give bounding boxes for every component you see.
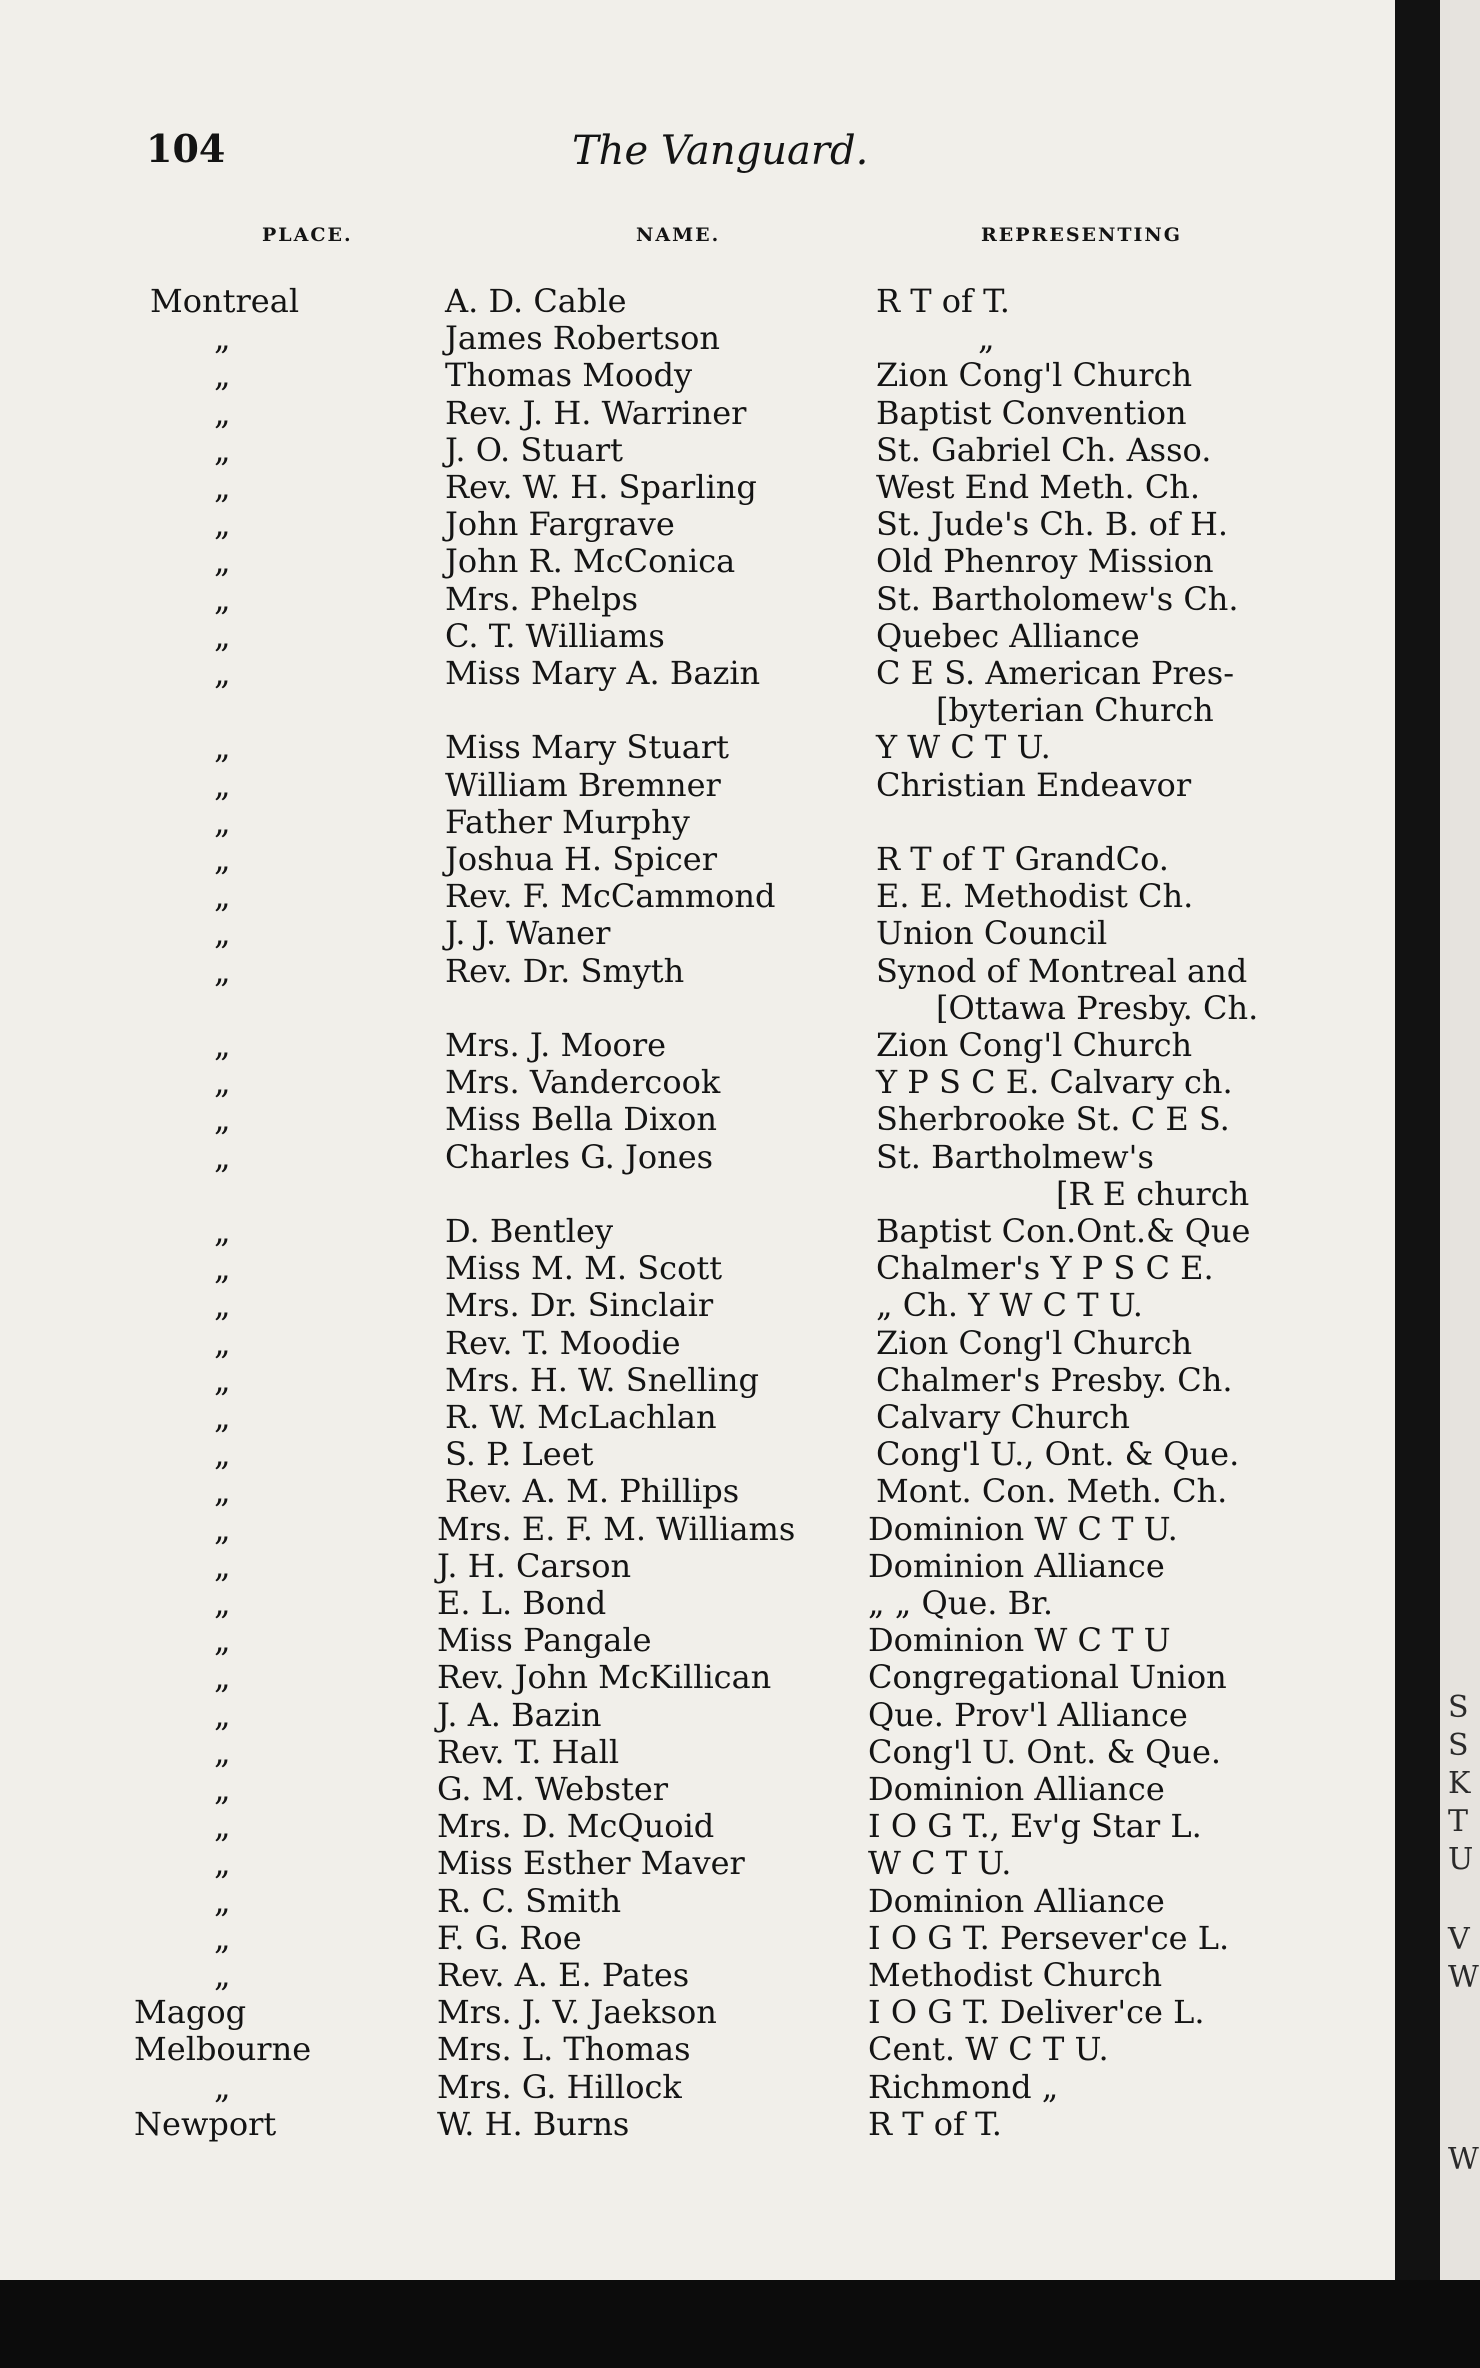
representing-cell: R T of T GrandCo. xyxy=(876,840,1169,878)
name-cell: Mrs. G. Hillock xyxy=(437,2068,682,2106)
representing-cell: St. Jude's Ch. B. of H. xyxy=(876,505,1229,543)
name-cell: Miss Mary Stuart xyxy=(445,728,730,766)
representing-cell: I O G T., Ev'g Star L. xyxy=(868,1807,1202,1845)
delegate-row xyxy=(0,1472,1395,1509)
place-cell: „ xyxy=(214,394,231,432)
place-cell: „ xyxy=(214,914,231,952)
delegate-row xyxy=(0,580,1395,617)
name-cell: A. D. Cable xyxy=(445,282,627,320)
next-page-fragment: S xyxy=(1448,1728,1469,1763)
representing-cell: Richmond „ xyxy=(868,2068,1059,2106)
name-cell: J. H. Carson xyxy=(437,1547,632,1585)
representing-cell: St. Gabriel Ch. Asso. xyxy=(876,431,1212,469)
name-cell: Rev. T. Hall xyxy=(437,1733,620,1771)
name-cell: Miss M. M. Scott xyxy=(445,1249,723,1287)
representing-cell: I O G T. Persever'ce L. xyxy=(868,1919,1230,1957)
delegate-row xyxy=(0,1733,1395,1770)
delegate-row xyxy=(0,877,1395,914)
delegate-row xyxy=(0,1100,1395,1137)
next-page-edge xyxy=(1440,0,1480,2368)
delegate-row xyxy=(0,2030,1395,2067)
place-cell: „ xyxy=(214,952,231,990)
delegate-row xyxy=(0,1658,1395,1695)
place-cell: „ xyxy=(214,1770,231,1808)
name-cell: Mrs. Phelps xyxy=(445,580,639,618)
representing-cell: St. Bartholomew's Ch. xyxy=(876,580,1239,618)
name-cell: Joshua H. Spicer xyxy=(445,840,718,878)
next-page-fragment: W xyxy=(1448,2142,1479,2177)
name-cell: Rev. Dr. Smyth xyxy=(445,952,685,990)
representing-cell: I O G T. Deliver'ce L. xyxy=(868,1993,1205,2031)
name-cell: Mrs. L. Thomas xyxy=(437,2030,691,2068)
delegate-row xyxy=(0,1621,1395,1658)
name-cell: Father Murphy xyxy=(445,803,690,841)
delegate-row xyxy=(0,394,1395,431)
representing-cell: Chalmer's Y P S C E. xyxy=(876,1249,1214,1287)
delegate-row xyxy=(0,505,1395,542)
delegate-row xyxy=(0,1770,1395,1807)
delegate-row xyxy=(0,1398,1395,1435)
name-cell: J. J. Waner xyxy=(445,914,611,952)
delegate-row xyxy=(0,1361,1395,1398)
place-cell: „ xyxy=(214,505,231,543)
place-cell: „ xyxy=(214,1472,231,1510)
place-cell: „ xyxy=(214,356,231,394)
delegate-row xyxy=(0,840,1395,877)
representing-cell: Dominion Alliance xyxy=(868,1882,1165,1920)
representing-cell: W C T U. xyxy=(868,1844,1012,1882)
place-cell: Newport xyxy=(134,2105,277,2143)
delegate-row xyxy=(0,914,1395,951)
delegate-row xyxy=(0,1956,1395,1993)
name-cell: Mrs. J. V. Jaekson xyxy=(437,1993,717,2031)
name-cell: William Bremner xyxy=(445,766,721,804)
name-cell: Mrs. J. Moore xyxy=(445,1026,667,1064)
name-cell: G. M. Webster xyxy=(437,1770,669,1808)
name-cell: Thomas Moody xyxy=(445,356,693,394)
delegate-row xyxy=(0,1286,1395,1323)
representing-cell: Congregational Union xyxy=(868,1658,1227,1696)
place-cell: „ xyxy=(214,468,231,506)
name-cell: Rev. F. McCammond xyxy=(445,877,776,915)
next-page-fragment: S xyxy=(1448,1690,1469,1725)
representing-cell: Synod of Montreal and xyxy=(876,952,1248,990)
delegate-row xyxy=(0,1435,1395,1472)
representing-cell: Dominion W C T U. xyxy=(868,1510,1178,1548)
place-cell: „ xyxy=(214,1286,231,1324)
representing-cell: Cong'l U., Ont. & Que. xyxy=(876,1435,1240,1473)
name-cell: Rev. A. E. Pates xyxy=(437,1956,690,1994)
place-cell: „ xyxy=(214,542,231,580)
name-cell: C. T. Williams xyxy=(445,617,665,655)
name-cell: Mrs. H. W. Snelling xyxy=(445,1361,759,1399)
name-cell: E. L. Bond xyxy=(437,1584,607,1622)
name-cell: Miss Mary A. Bazin xyxy=(445,654,761,692)
delegate-row xyxy=(0,1882,1395,1919)
place-cell: „ xyxy=(214,1621,231,1659)
place-cell: Montreal xyxy=(150,282,300,320)
representing-cell: Zion Cong'l Church xyxy=(876,1324,1193,1362)
delegate-row xyxy=(0,1510,1395,1547)
next-page-fragment: U xyxy=(1448,1842,1474,1877)
delegate-row xyxy=(0,1324,1395,1361)
name-cell: Rev. J. H. Warriner xyxy=(445,394,747,432)
representing-cell: „ „ Que. Br. xyxy=(868,1584,1054,1622)
representing-cell: C E S. American Pres- xyxy=(876,654,1235,692)
representing-cell: R T of T. xyxy=(868,2105,1002,2143)
place-cell: Melbourne xyxy=(134,2030,312,2068)
place-cell: „ xyxy=(214,1138,231,1176)
place-cell: „ xyxy=(214,840,231,878)
representing-cell: West End Meth. Ch. xyxy=(876,468,1201,506)
place-cell: „ xyxy=(214,1324,231,1362)
representing-cell: „ xyxy=(978,319,995,357)
representing-cell: Dominion Alliance xyxy=(868,1547,1165,1585)
delegate-row xyxy=(0,1063,1395,1100)
place-cell: „ xyxy=(214,1696,231,1734)
name-cell: Miss Bella Dixon xyxy=(445,1100,717,1138)
delegate-row xyxy=(0,1138,1395,1175)
place-cell: „ xyxy=(214,803,231,841)
delegate-row xyxy=(0,1807,1395,1844)
next-page-fragment: V xyxy=(1448,1922,1470,1957)
place-cell: „ xyxy=(214,431,231,469)
place-cell: „ xyxy=(214,1100,231,1138)
place-cell: „ xyxy=(214,1882,231,1920)
delegate-row xyxy=(0,1584,1395,1621)
representing-cell: E. E. Methodist Ch. xyxy=(876,877,1194,915)
place-cell: „ xyxy=(214,654,231,692)
name-cell: W. H. Burns xyxy=(437,2105,630,2143)
representing-cell: Mont. Con. Meth. Ch. xyxy=(876,1472,1228,1510)
delegate-row xyxy=(0,2068,1395,2105)
representing-cell: Old Phenroy Mission xyxy=(876,542,1214,580)
delegate-row xyxy=(0,468,1395,505)
header-representing: REPRESENTING xyxy=(981,224,1183,246)
delegate-row xyxy=(0,766,1395,803)
running-title: The Vanguard. xyxy=(572,128,869,174)
name-cell: Rev. A. M. Phillips xyxy=(445,1472,740,1510)
place-cell: „ xyxy=(214,1658,231,1696)
representing-cell: Calvary Church xyxy=(876,1398,1131,1436)
representing-cell: Union Council xyxy=(876,914,1108,952)
delegate-row xyxy=(0,1844,1395,1881)
delegate-row xyxy=(0,1249,1395,1286)
place-cell: „ xyxy=(214,766,231,804)
representing-cell: Cong'l U. Ont. & Que. xyxy=(868,1733,1222,1771)
place-cell: „ xyxy=(214,617,231,655)
name-cell: Rev. T. Moodie xyxy=(445,1324,681,1362)
name-cell: Mrs. D. McQuoid xyxy=(437,1807,715,1845)
place-cell: „ xyxy=(214,319,231,357)
name-cell: Miss Esther Maver xyxy=(437,1844,745,1882)
representing-cell: Baptist Con.Ont.& Que xyxy=(876,1212,1251,1250)
representing-cell: Cent. W C T U. xyxy=(868,2030,1109,2068)
name-cell: Mrs. Vandercook xyxy=(445,1063,721,1101)
name-cell: J. O. Stuart xyxy=(445,431,624,469)
place-cell: „ xyxy=(214,1807,231,1845)
representing-cell: Dominion Alliance xyxy=(868,1770,1165,1808)
place-cell: „ xyxy=(214,1063,231,1101)
place-cell: „ xyxy=(214,1026,231,1064)
place-cell: „ xyxy=(214,580,231,618)
representing-cell: Y P S C E. Calvary ch. xyxy=(876,1063,1233,1101)
delegate-row xyxy=(0,1696,1395,1733)
name-cell: S. P. Leet xyxy=(445,1435,594,1473)
place-cell: „ xyxy=(214,877,231,915)
representing-cell: Christian Endeavor xyxy=(876,766,1192,804)
delegate-row xyxy=(0,617,1395,654)
next-page-fragment: W xyxy=(1448,1960,1479,1995)
place-cell: „ xyxy=(214,1510,231,1548)
name-cell: John R. McConica xyxy=(445,542,736,580)
representing-cell: Sherbrooke St. C E S. xyxy=(876,1100,1230,1138)
representing-cell: Quebec Alliance xyxy=(876,617,1140,655)
next-page-fragment: K xyxy=(1448,1766,1471,1801)
delegate-row xyxy=(0,2105,1395,2142)
representing-continuation: [Ottawa Presby. Ch. xyxy=(936,989,1259,1027)
header-place: PLACE. xyxy=(262,224,353,246)
name-cell: James Robertson xyxy=(445,319,721,357)
name-cell: Mrs. Dr. Sinclair xyxy=(445,1286,714,1324)
scan-bottom-border xyxy=(0,2280,1480,2368)
delegate-row xyxy=(0,1212,1395,1249)
representing-cell: Chalmer's Presby. Ch. xyxy=(876,1361,1233,1399)
delegate-row xyxy=(0,952,1395,989)
header-name: NAME. xyxy=(636,224,721,246)
name-cell: D. Bentley xyxy=(445,1212,614,1250)
delegate-row xyxy=(0,1993,1395,2030)
representing-continuation: [R E church xyxy=(1056,1175,1250,1213)
delegate-row xyxy=(0,431,1395,468)
name-cell: Mrs. E. F. M. Williams xyxy=(437,1510,796,1548)
representing-cell: Methodist Church xyxy=(868,1956,1163,1994)
place-cell: „ xyxy=(214,728,231,766)
name-cell: R. W. McLachlan xyxy=(445,1398,717,1436)
place-cell: „ xyxy=(214,1361,231,1399)
representing-cell: St. Bartholmew's xyxy=(876,1138,1154,1176)
delegate-row xyxy=(0,803,1395,840)
representing-cell: „ Ch. Y W C T U. xyxy=(876,1286,1143,1324)
place-cell: „ xyxy=(214,1249,231,1287)
name-cell: J. A. Bazin xyxy=(437,1696,602,1734)
place-cell: „ xyxy=(214,1919,231,1957)
representing-cell: Y W C T U. xyxy=(876,728,1051,766)
place-cell: „ xyxy=(214,1435,231,1473)
delegate-row xyxy=(0,542,1395,579)
place-cell: „ xyxy=(214,1733,231,1771)
representing-cell: Zion Cong'l Church xyxy=(876,356,1193,394)
place-cell: „ xyxy=(214,1584,231,1622)
delegate-row xyxy=(0,282,1395,319)
delegate-row xyxy=(0,654,1395,691)
delegate-row xyxy=(0,319,1395,356)
name-cell: Rev. W. H. Sparling xyxy=(445,468,757,506)
delegate-row xyxy=(0,1026,1395,1063)
name-cell: Charles G. Jones xyxy=(445,1138,714,1176)
page-number: 104 xyxy=(146,126,226,171)
place-cell: „ xyxy=(214,1398,231,1436)
place-cell: Magog xyxy=(134,1993,247,2031)
next-page-fragment: T xyxy=(1448,1804,1469,1839)
place-cell: „ xyxy=(214,1212,231,1250)
name-cell: Rev. John McKillican xyxy=(437,1658,772,1696)
representing-cell: Baptist Convention xyxy=(876,394,1187,432)
representing-continuation: [byterian Church xyxy=(936,691,1214,729)
representing-cell: Dominion W C T U xyxy=(868,1621,1171,1659)
representing-cell: R T of T. xyxy=(876,282,1010,320)
name-cell: Miss Pangale xyxy=(437,1621,652,1659)
place-cell: „ xyxy=(214,1844,231,1882)
place-cell: „ xyxy=(214,1956,231,1994)
name-cell: John Fargrave xyxy=(445,505,675,543)
place-cell: „ xyxy=(214,2068,231,2106)
representing-cell: Que. Prov'l Alliance xyxy=(868,1696,1188,1734)
delegate-row xyxy=(0,1919,1395,1956)
name-cell: R. C. Smith xyxy=(437,1882,622,1920)
delegate-row xyxy=(0,356,1395,393)
place-cell: „ xyxy=(214,1547,231,1585)
delegate-row xyxy=(0,728,1395,765)
name-cell: F. G. Roe xyxy=(437,1919,582,1957)
delegate-row xyxy=(0,1547,1395,1584)
representing-cell: Zion Cong'l Church xyxy=(876,1026,1193,1064)
